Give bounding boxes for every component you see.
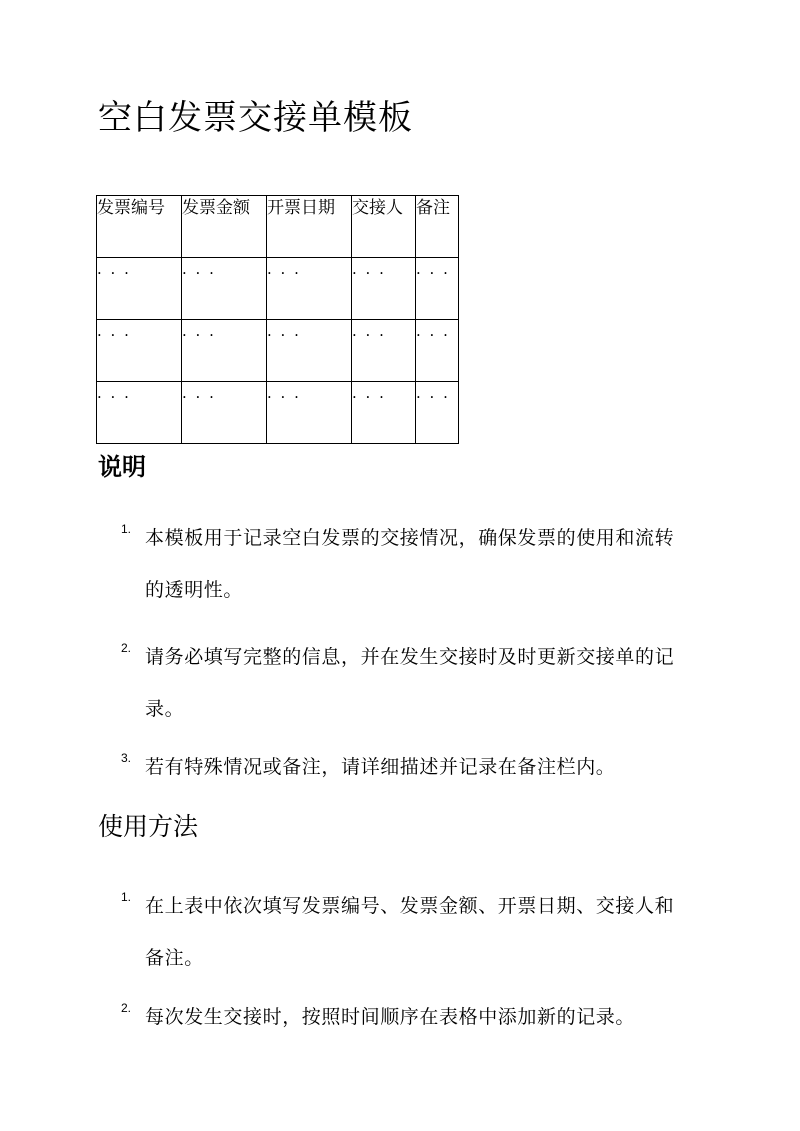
table-row <box>97 258 459 320</box>
table-cell: · · · <box>267 320 352 382</box>
table-cell: · · · <box>267 258 352 320</box>
list-number: 2. <box>121 641 132 655</box>
list-text: 若有特殊情况或备注，请详细描述并记录在备注栏内。 <box>145 756 616 778</box>
table-cell: · · · <box>416 320 459 382</box>
column-header-remarks: 备注 <box>416 196 459 258</box>
table-cell: · · · <box>267 382 352 444</box>
table-row <box>97 320 459 382</box>
list-text: 每次发生交接时，按照时间顺序在表格中添加新的记录。 <box>145 1006 636 1028</box>
table-cell: · · · <box>97 382 182 444</box>
table-cell: · · · <box>182 382 267 444</box>
table-row <box>97 382 459 444</box>
table-cell: · · · <box>182 258 267 320</box>
table-header-row <box>97 196 459 258</box>
table-cell: · · · <box>182 320 267 382</box>
list-text: 本模板用于记录空白发票的交接情况，确保发票的使用和流转的透明性。 <box>145 527 675 601</box>
table-cell: · · · <box>416 258 459 320</box>
column-header-handover-person: 交接人 <box>352 196 416 258</box>
table-cell: · · · <box>416 382 459 444</box>
table-cell: · · · <box>352 258 416 320</box>
list-text: 请务必填写完整的信息，并在发生交接时及时更新交接单的记录。 <box>145 646 675 720</box>
list-number: 2. <box>121 1001 132 1015</box>
column-header-issue-date: 开票日期 <box>267 196 352 258</box>
list-text: 在上表中依次填写发票编号、发票金额、开票日期、交接人和备注。 <box>145 895 675 969</box>
list-number: 3. <box>121 751 132 765</box>
list-number: 1. <box>121 522 132 536</box>
table-cell: · · · <box>352 320 416 382</box>
column-header-invoice-amount: 发票金额 <box>182 196 267 258</box>
list-number: 1. <box>121 890 132 904</box>
column-header-invoice-number: 发票编号 <box>97 196 182 258</box>
usage-heading: 使用方法 <box>98 812 199 841</box>
table-cell: · · · <box>352 382 416 444</box>
table-cell: · · · <box>97 258 182 320</box>
page-title: 空白发票交接单模板 <box>98 98 413 138</box>
notes-heading: 说明 <box>98 452 146 481</box>
invoice-handover-table <box>96 195 459 444</box>
table-cell: · · · <box>97 320 182 382</box>
